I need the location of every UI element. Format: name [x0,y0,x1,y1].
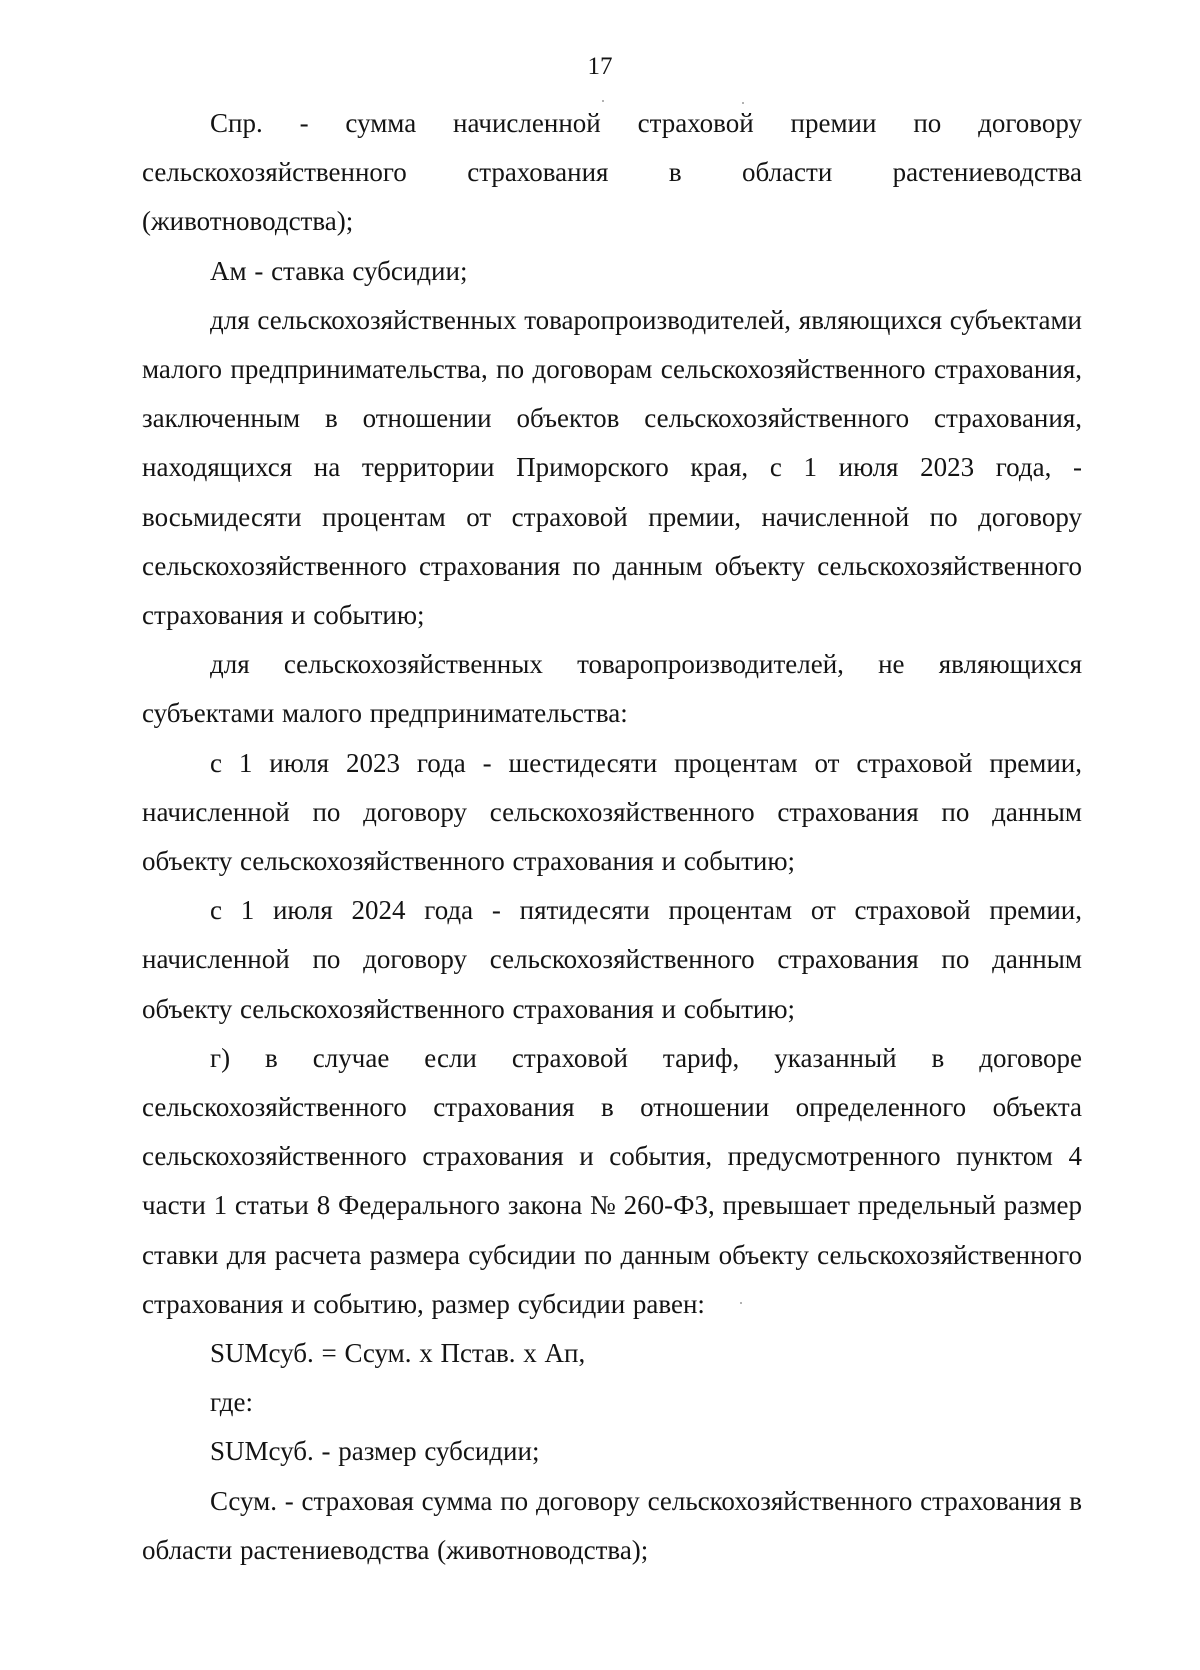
rate-non-small-business-intro: для сельскохозяйственных товаропроизводителей, не являющихся субъектами малого предпринимательства: [142,649,1082,729]
rate-from-2024: с 1 июля 2024 года - пятидесяти процентам от страховой премии, начисленной по договору сельскохозяйственного страхования по данным объекту сельскохозяйственного страхования и событию; [142,895,1082,1024]
clause-g: г) в случае если страховой тариф, указанный в договоре сельскохозяйственного страхования в отношении определенного объекта сельскохозяйственного страхования и события, предусмотренного пунктом 4 части 1 статьи 8 Федерального закона № 260-ФЗ, превышает предельный размер ставки для расчета размера субсидии по данным объекту сельскохозяйственного страхования и событию, размер субсидии равен: [142,1042,1082,1319]
document-body [142,99,1082,1575]
definition-ssum: Ссум. - страховая сумма по договору сельскохозяйственного страхования в области растениеводства (животноводства); [142,1485,1082,1565]
rate-small-business: для сельскохозяйственных товаропроизводителей, являющихся субъектами малого предпринимательства, по договорам сельскохозяйственного страхования, заключенным в отношении объектов сельскохозяйственного страхования, находящихся на территории Приморского края, с 1 июля 2023 года, - восьмидесяти процентам от страховой премии, начисленной по договору сельскохозяйственного страхования по данным объекту сельскохозяйственного страхования и событию; [142,304,1082,631]
formula: SUMсуб. = Ссум. х Пстав. х Ап, [210,1338,586,1369]
definition-sumsub: SUMсуб. - размер субсидии; [210,1436,540,1467]
rate-from-2023: с 1 июля 2023 года - шестидесяти процентам от страховой премии, начисленной по договору сельскохозяйственного страхования по данным объекту сельскохозяйственного страхования и событию; [142,747,1082,877]
definition-am: Ам - ставка субсидии; [210,255,468,286]
where-label: где: [210,1387,253,1418]
page-number: 17 [587,53,613,80]
definition-spr: Спр. - сумма начисленной страховой премии по договору сельскохозяйственного страхования в области растениеводства (животноводства); [142,108,1082,237]
